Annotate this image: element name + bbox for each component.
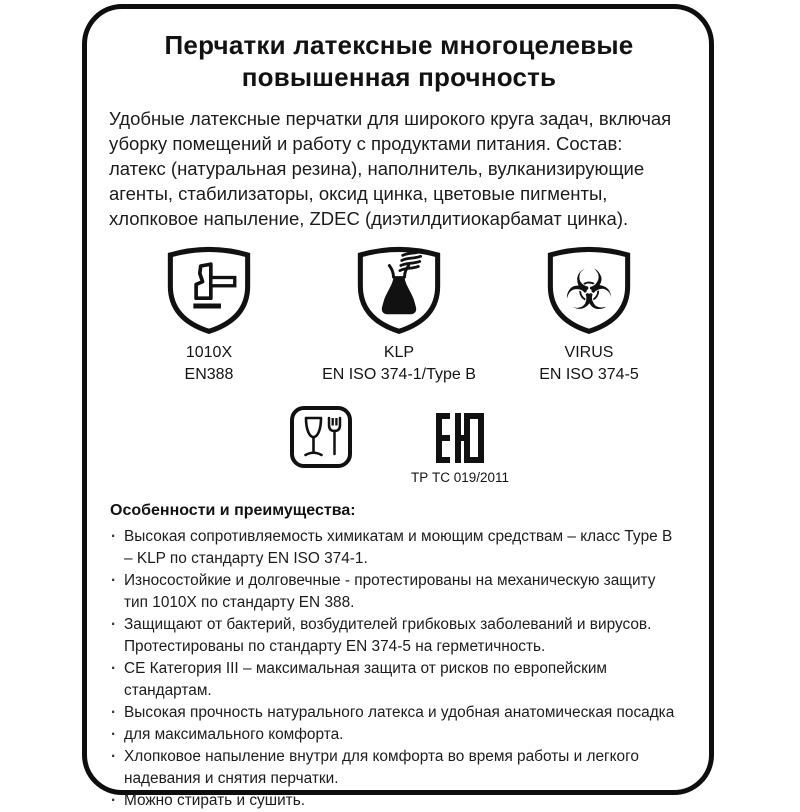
- cert-code: 1010X: [185, 344, 233, 361]
- feature-item: · Высокая прочность натурального латекса и удобная анатомическая посадка: [110, 702, 683, 724]
- biohazard-glyph: ☣: [564, 259, 614, 324]
- features-section: [110, 502, 683, 812]
- conformity-marks-row: [107, 405, 691, 485]
- cert-label-mechanical: [185, 342, 234, 386]
- cert-label-virus: [539, 342, 639, 386]
- shield-biohazard-icon: [542, 243, 636, 335]
- eac-block: [411, 413, 509, 485]
- cert-standard: EN ISO 374-1/Type B: [322, 366, 476, 383]
- feature-item: · Высокая сопротивляемость химикатам и моющим средствам – класс Type B – KLP по стандарту EN ISO 374-1.: [110, 526, 683, 570]
- feature-item: · для максимального комфорта.: [110, 724, 683, 746]
- cert-mechanical: [114, 243, 304, 386]
- features-heading: Особенности и преимущества:: [110, 502, 356, 519]
- eac-eurasian-conformity-icon: [436, 413, 484, 463]
- feature-item: · СЕ Категория III – максимальная защита от рисков по европейским стандартам.: [110, 658, 683, 702]
- page-title: [107, 29, 691, 93]
- eac-regulation-caption: ТР ТС 019/2011: [410, 470, 510, 485]
- cert-standard: EN ISO 374-5: [539, 366, 639, 383]
- cert-code: KLP: [383, 344, 415, 361]
- features-list: [110, 526, 683, 812]
- product-description: Удобные латексные перчатки для широкого круга задач, включая уборку помещений и работу с продуктами питания. Состав: латекс (натуральная резина), наполнитель, вулканизирующие агенты, стабилизаторы, оксид цинка, цветовые пигменты, хлопковое напыление, ZDEC (диэтилдитиокарбамат цинка).: [109, 108, 672, 229]
- shield-chemical-flask-icon: [352, 243, 446, 335]
- title-line-2: повышенная прочность: [241, 62, 557, 92]
- glass-fork-food-contact-icon: [289, 405, 353, 469]
- title-line-1: Перчатки латексные многоцелевые: [164, 30, 634, 60]
- feature-item: · Хлопковое напыление внутри для комфорта во время работы и легкого надевания и снятия перчатки.: [110, 746, 683, 790]
- feature-item: · Защищают от бактерий, возбудителей грибковых заболеваний и вирусов. Протестированы по стандарту EN 374-5 на герметичность.: [110, 614, 683, 658]
- cert-label-chemical: [322, 342, 476, 386]
- feature-item: · Износостойкие и долговечные - протестированы на механическую защиту тип 1010X по стандарту EN 388.: [110, 570, 683, 614]
- certification-row: [107, 243, 691, 386]
- cert-standard: EN388: [184, 366, 234, 383]
- shield-hammer-icon: [162, 243, 256, 335]
- cert-chemical: [304, 243, 494, 386]
- cert-virus: [494, 243, 684, 386]
- feature-item: · Можно стирать и сушить.: [110, 790, 683, 812]
- label-card: [82, 4, 714, 809]
- cert-code: VIRUS: [564, 344, 614, 361]
